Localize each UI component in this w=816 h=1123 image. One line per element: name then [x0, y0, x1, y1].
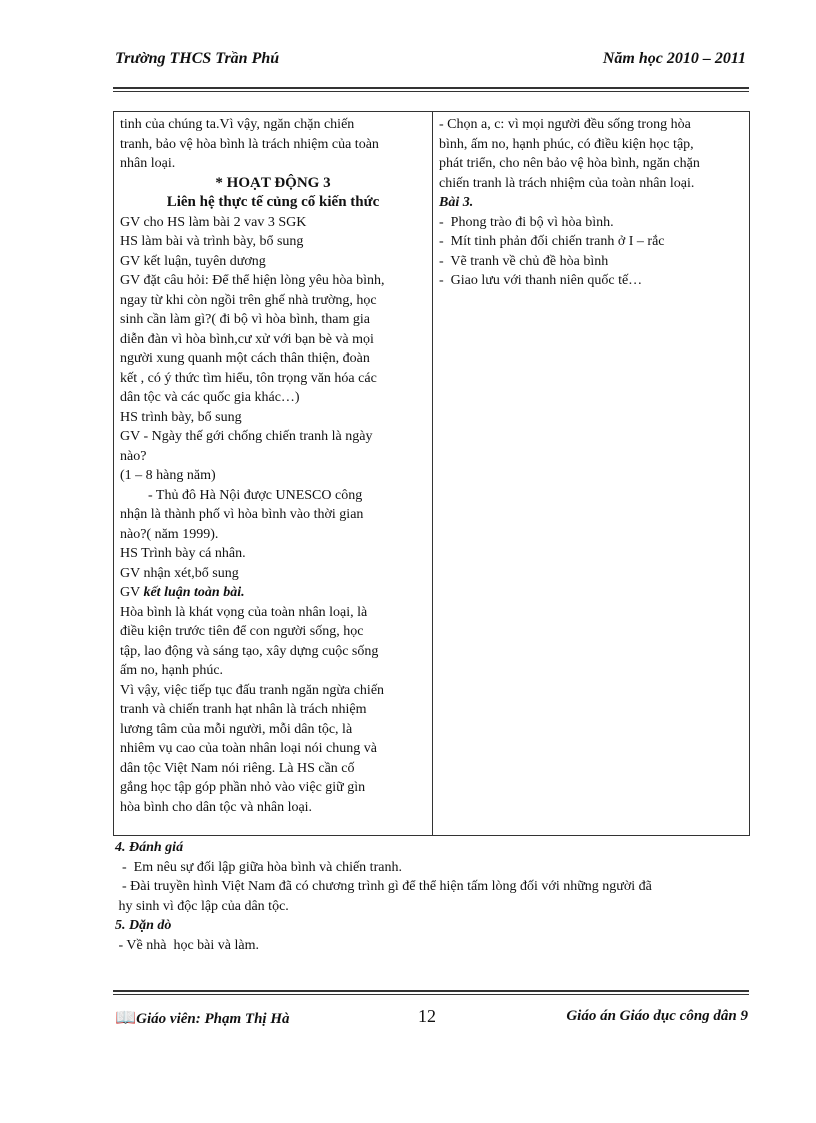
text-line [114, 232, 432, 252]
text-line [114, 252, 432, 272]
line-text: kết , có ý thức tìm hiểu, tôn trọng văn hóa các [120, 370, 377, 386]
line-text: - Em nêu sự đối lập giữa hòa bình và chiến tranh. [115, 859, 402, 875]
line-text: ấm no, hạnh phúc. [120, 663, 224, 678]
text-line [433, 213, 749, 233]
bold-text: kết luận toàn bài. [143, 585, 245, 600]
line-text: phát triển, cho nên bảo vệ hòa bình, ngăn chặn [439, 156, 700, 171]
assessment-section [115, 838, 755, 955]
text-line [114, 622, 432, 642]
text-line [114, 778, 432, 798]
lesson-table [113, 111, 750, 836]
line-text: GV - Ngày thế gới chống chiến tranh là ngày [120, 429, 373, 444]
line-text: * HOẠT ĐỘNG 3 [215, 174, 331, 191]
line-text: 4. Đánh giá [115, 840, 184, 855]
text-line [114, 193, 432, 213]
text-line [114, 466, 432, 486]
text-line [433, 232, 749, 252]
text-line [114, 427, 432, 447]
text-line [114, 291, 432, 311]
text-line [114, 486, 432, 506]
line-text: - Giao lưu với thanh niên quốc tế… [439, 273, 643, 288]
line-text: Bài 3. [439, 195, 474, 210]
text-line [114, 174, 432, 194]
line-text: GV cho HS làm bài 2 vav 3 SGK [120, 214, 307, 230]
line-text: diễn đàn vì hòa bình,cư xử với bạn bè và mọi [120, 331, 374, 347]
text-line [114, 330, 432, 350]
line-text: dân tộc và các quốc gia khác…) [120, 390, 300, 405]
line-text: tập, lao động và sáng tạo, xây dựng cuộc sống [120, 643, 379, 659]
text-line [433, 271, 749, 291]
header-school: Trường THCS Trần Phú [115, 50, 280, 67]
text-line [114, 271, 432, 291]
text-line [114, 583, 432, 603]
line-text: sinh cần làm gì?( đi bộ vì hòa bình, tham gia [120, 312, 371, 327]
line-text: HS trình bày, bổ sung [120, 409, 242, 425]
text-line [114, 369, 432, 389]
text-line [433, 252, 749, 272]
text-line [114, 135, 432, 155]
student-activity-column [433, 112, 749, 835]
line-text: - Chọn a, c: vì mọi người đều sống trong hòa [439, 117, 691, 132]
line-text: Hòa bình là khát vọng của toàn nhân loại, là [120, 604, 368, 620]
text-line [433, 174, 749, 194]
header-year: Năm học 2010 – 2011 [602, 50, 746, 67]
text-line [114, 388, 432, 408]
line-text: - Thủ đô Hà Nội được UNESCO công [120, 487, 363, 503]
text-line [433, 193, 749, 213]
line-text: người xung quanh một cách thân thiện, đoàn [120, 351, 370, 366]
text-line [433, 154, 749, 174]
text-line [114, 154, 432, 174]
text-line [115, 838, 755, 858]
text-line [115, 897, 755, 917]
line-text: nào?( năm 1999). [120, 526, 219, 542]
text-line [114, 544, 432, 564]
line-text: hy sinh vì độc lập của dân tộc. [115, 898, 289, 914]
text-line [114, 349, 432, 369]
line-text: - Vẽ tranh về chủ đề hòa bình [439, 253, 609, 269]
line-text: Vì vậy, việc tiếp tục đấu tranh ngăn ngừa chiến [120, 682, 385, 698]
line-text: nhân loại. [120, 156, 176, 171]
text-line [114, 564, 432, 584]
line-text: chiến tranh là trách nhiệm của toàn nhân loại. [439, 175, 695, 191]
line-text: lương tâm của mỗi người, mỗi dân tộc, là [120, 721, 353, 737]
text-line [114, 505, 432, 525]
line-text: nào? [120, 448, 147, 464]
footer-divider [113, 990, 749, 995]
line-text: Liên hệ thực tế củng cố kiến thức [166, 194, 380, 210]
book-icon: 📖 [115, 1008, 137, 1027]
text-line [114, 115, 432, 135]
text-line [114, 759, 432, 779]
line-text: tinh của chúng ta.Vì vậy, ngăn chặn chiến [120, 117, 355, 132]
text-line [114, 661, 432, 681]
line-text: - Về nhà học bài và làm. [115, 937, 259, 953]
footer-teacher [115, 1008, 290, 1028]
line-text: - Đài truyền hình Việt Nam đã có chương trình gì để thể hiện tấm lòng đối với những người đã [115, 879, 652, 894]
line-text: (1 – 8 hàng năm) [120, 468, 216, 483]
line-text: HS làm bài và trình bày, bổ sung [120, 234, 304, 249]
line-text: 5. Dặn dò [115, 918, 172, 933]
text-line [114, 700, 432, 720]
page-number: 12 [418, 1006, 436, 1026]
line-text: GV [120, 585, 144, 600]
text-line [433, 135, 749, 155]
teacher-name: Giáo viên: Phạm Thị Hà [136, 1011, 290, 1027]
line-text: dân tộc Việt Nam nói riêng. Là HS cần cố [120, 760, 355, 776]
line-text: - Mít tinh phản đối chiến tranh ở I – rắc [439, 234, 665, 249]
line-text: tranh và chiến tranh hạt nhân là trách nhiệm [120, 702, 367, 717]
text-line [114, 603, 432, 623]
text-line [114, 310, 432, 330]
teacher-activity-column [114, 112, 433, 835]
text-line [114, 447, 432, 467]
text-line [114, 408, 432, 428]
text-line [115, 916, 755, 936]
line-text: gắng học tập góp phần nhỏ vào việc giữ gìn [120, 780, 366, 795]
text-line [433, 115, 749, 135]
line-text: nhận là thành phố vì hòa bình vào thời gian [120, 507, 364, 522]
line-text: bình, ấm no, hạnh phúc, có điều kiện học tập, [439, 136, 694, 152]
line-text: tranh, bảo vệ hòa bình là trách nhiệm của toàn [120, 136, 379, 152]
text-line [115, 858, 755, 878]
header-divider [113, 87, 749, 92]
text-line [114, 720, 432, 740]
line-text: HS Trình bày cá nhân. [120, 546, 246, 561]
line-text: GV nhận xét,bổ sung [120, 565, 239, 581]
line-text: điều kiện trước tiên để con người sống, học [120, 624, 364, 639]
line-text: GV đặt câu hỏi: Để thể hiện lòng yêu hòa bình, [120, 273, 385, 288]
text-line [114, 798, 432, 818]
line-text: - Phong trào đi bộ vì hòa bình. [439, 214, 614, 230]
text-line [114, 739, 432, 759]
footer-subject: Giáo án Giáo dục công dân 9 [566, 1008, 748, 1024]
text-line [115, 877, 755, 897]
line-text: GV kết luận, tuyên dương [120, 253, 266, 269]
text-line [114, 213, 432, 233]
line-text: ngay từ khi còn ngồi trên ghế nhà trường, học [120, 292, 377, 308]
text-line [114, 642, 432, 662]
text-line [114, 681, 432, 701]
text-line [115, 936, 755, 956]
line-text: hòa bình cho dân tộc và nhân loại. [120, 799, 313, 815]
text-line [114, 525, 432, 545]
line-text: nhiêm vụ cao của toàn nhân loại nói chung và [120, 741, 377, 756]
